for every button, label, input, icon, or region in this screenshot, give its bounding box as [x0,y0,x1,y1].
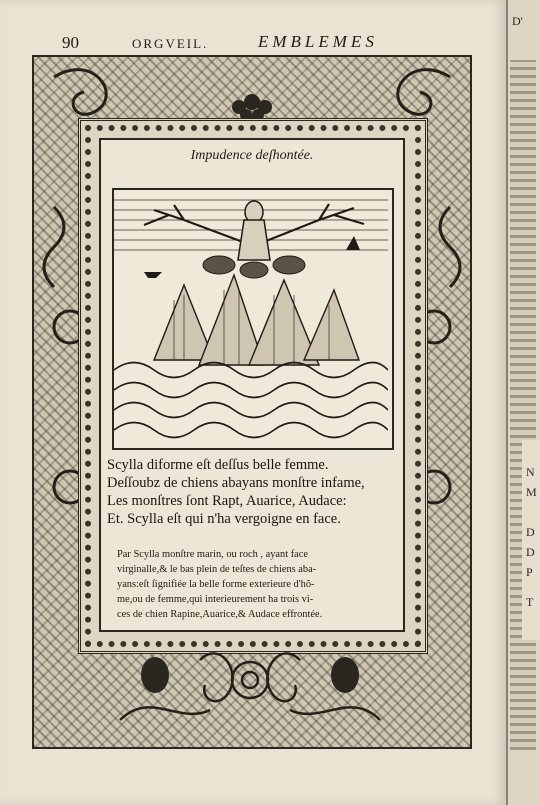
next-page-fragment: D' [512,14,523,28]
commentary-line: ces de chien Rapine,Auarice,& Audace effrontée. [117,609,323,620]
verse-line: Deſſoubz de chiens abayans monſtre infame, [107,475,365,491]
emblem-panel [99,138,405,632]
next-page-border [510,60,536,750]
next-page-fragment: D [526,525,535,539]
verse-line: Et. Scylla eſt qui n'ha vergoigne en face. [107,511,341,527]
commentary-line: Par Scylla monſtre marin, ou roch , ayant face [117,549,309,560]
scylla-woodcut-image [112,188,394,450]
commentary-line: virginalle,& le bas plein de teſtes de chiens aba- [117,564,317,575]
page-header [0,33,506,55]
next-page-fragment: D [526,545,535,559]
emblem-commentary [117,547,393,622]
commentary-line: me,ou de femme,qui interieurement ha trois vi- [117,594,314,605]
next-page-fragment: P [526,565,533,579]
emblem-verse [107,456,399,528]
emblem-title: Impudence deſhontée. [190,148,314,163]
next-page-fragment: N [526,465,535,479]
bottom-ornament [80,630,420,738]
book-page-right-edge [506,0,540,805]
page-number: 90 [62,33,79,52]
next-page-fragment: T [526,595,534,609]
verse-line: Scylla diforme eſt deſſus belle femme. [107,457,329,473]
running-head-left: ORGVEIL. [132,36,209,51]
next-page-fragment: M [526,485,537,499]
verse-line: Les monſtres ſont Rapt, Auarice, Audace: [107,493,347,509]
commentary-line: yans:eſt ſignifiée la belle forme exterieure d'hõ- [117,579,315,590]
running-head-right: EMBLEMES [258,32,378,51]
